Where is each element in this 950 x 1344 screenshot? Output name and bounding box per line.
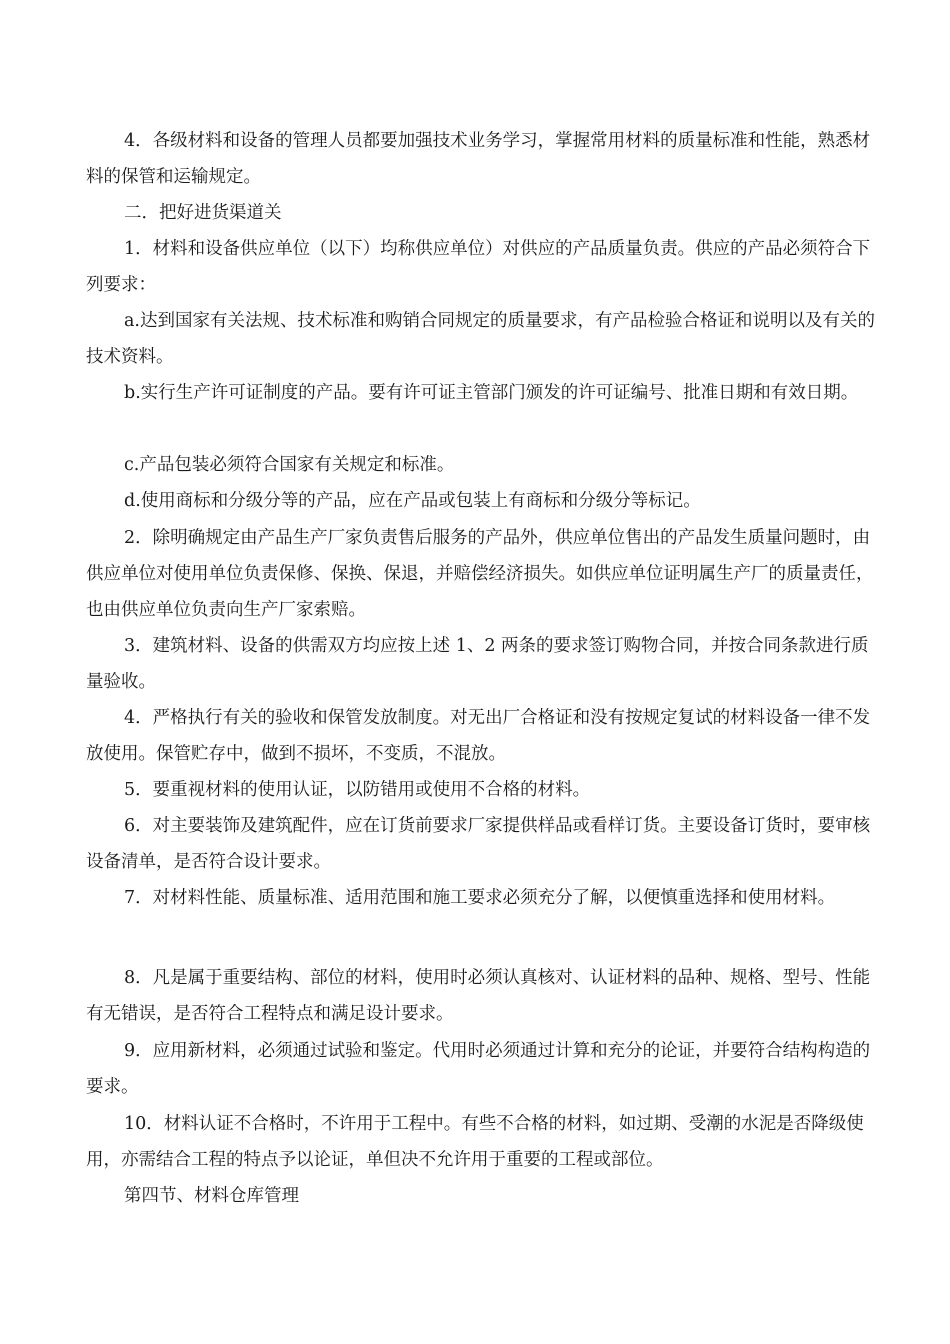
paragraph-item-b: b.实行生产许可证制度的产品。要有许可证主管部门颁发的许可证编号、批准日期和有效日期。 (124, 383, 859, 403)
paragraph-item-c: c.产品包装必须符合国家有关规定和标准。 (124, 455, 455, 475)
section-heading-supply-channel: 二．把好进货渠道关 (124, 203, 282, 223)
paragraph-material-performance: 7．对材料性能、质量标准、适用范围和施工要求必须充分了解，以便慎重选择和使用材料。 (124, 888, 836, 908)
paragraph-item-d: d.使用商标和分级分等的产品，应在产品或包装上有商标和分级分等标记。 (124, 491, 701, 511)
paragraph-acceptance: 4．严格执行有关的验收和保管发放制度。对无出厂合格证和没有按规定复试的材料设备一律不发放使用。保管贮存中，做到不损坏，不变质，不混放。 (86, 708, 871, 764)
paragraph-new-materials: 9．应用新材料，必须通过试验和鉴定。代用时必须通过计算和充分的论证，并要符合结构构造的要求。 (86, 1041, 871, 1097)
paragraph-after-sales: 2．除明确规定由产品生产厂家负责售后服务的产品外，供应单位售出的产品发生质量问题时，由供应单位对使用单位负责保修、保换、保退，并赔偿经济损失。如供应单位证明属生产厂的质量责任，也由供应单位负责向生产厂家索赔。 (86, 528, 874, 620)
paragraph-staff-training: 4．各级材料和设备的管理人员都要加强技术业务学习，掌握常用材料的质量标准和性能，熟悉材料的保管和运输规定。 (86, 131, 871, 187)
paragraph-material-certification: 5．要重视材料的使用认证，以防错用或使用不合格的材料。 (124, 780, 591, 800)
paragraph-important-structures: 8．凡是属于重要结构、部位的材料，使用时必须认真核对、认证材料的品种、规格、型号、性能有无错误，是否符合工程特点和满足设计要求。 (86, 968, 871, 1024)
paragraph-unqualified-materials: 10．材料认证不合格时，不许用于工程中。有些不合格的材料，如过期、受潮的水泥是否降级使用，亦需结合工程的特点予以论证，单但决不允许用于重要的工程或部位。 (86, 1114, 864, 1170)
section-heading-warehouse: 第四节、材料仓库管理 (124, 1186, 299, 1206)
paragraph-samples: 6．对主要装饰及建筑配件，应在订货前要求厂家提供样品或看样订货。主要设备订货时，要审核设备清单，是否符合设计要求。 (86, 816, 871, 872)
paragraph-item-a: a.达到国家有关法规、技术标准和购销合同规定的质量要求，有产品检验合格证和说明以及有关的技术资料。 (86, 311, 875, 367)
paragraph-supplier-responsibility: 1．材料和设备供应单位（以下）均称供应单位）对供应的产品质量负责。供应的产品必须符合下列要求： (86, 239, 871, 295)
paragraph-contract: 3．建筑材料、设备的供需双方均应按上述 1、2 两条的要求签订购物合同，并按合同条款进行质量验收。 (86, 636, 869, 692)
